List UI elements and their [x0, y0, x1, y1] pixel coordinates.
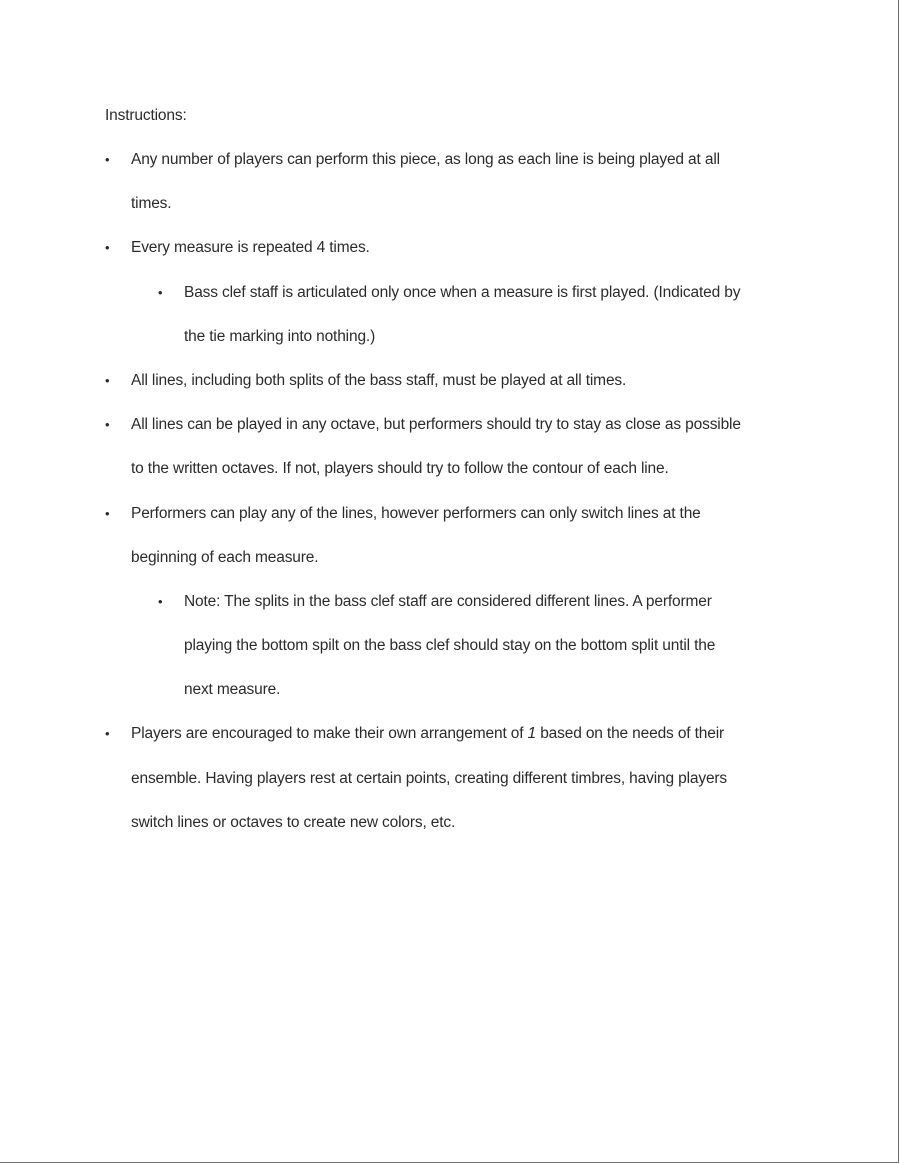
list-item — [105, 403, 795, 491]
bullet-icon: • — [105, 372, 110, 388]
list-item-text: beginning of each measure. — [131, 548, 319, 566]
bullet-icon: • — [105, 505, 110, 521]
list-item-line — [105, 226, 795, 270]
list-item-line — [105, 403, 795, 447]
list-item-text-before: Players are encouraged to make their own arrangement of — [131, 725, 528, 743]
list-item-line — [105, 315, 795, 359]
bullet-icon: • — [105, 152, 110, 167]
list-item-text: playing the bottom spilt on the bass clef should stay on the bottom split until the — [184, 637, 716, 655]
list-item-text: Bass clef staff is articulated only once when a measure is first played. (Indicated by — [184, 283, 741, 301]
piece-title: 1 — [527, 725, 537, 743]
list-item-text: Every measure is repeated 4 times. — [131, 239, 370, 257]
list-item-line — [105, 536, 795, 580]
bullet-icon: • — [158, 593, 163, 609]
list-item-line — [105, 271, 795, 315]
list-item-line — [105, 757, 795, 801]
list-item-line — [105, 182, 795, 226]
list-item-text-after: based on the needs of their — [536, 725, 724, 743]
list-item — [105, 492, 795, 580]
list-item-line — [105, 580, 795, 624]
list-item-text: All lines can be played in any octave, but performers should try to stay as close as possible — [131, 416, 741, 434]
list-item-line — [105, 447, 795, 491]
list-item-text: Note: The splits in the bass clef staff are considered different lines. A performer — [184, 592, 712, 610]
sub-list-item — [105, 271, 795, 359]
list-item-text: the tie marking into nothing.) — [184, 327, 376, 345]
bullet-icon: • — [158, 284, 163, 300]
list-item-line — [105, 138, 795, 182]
bullet-icon: • — [105, 726, 110, 742]
list-item-text: Any number of players can perform this piece, as long as each line is being played at all — [131, 151, 720, 168]
list-item — [105, 138, 795, 226]
list-item — [105, 359, 795, 403]
sub-list-item — [105, 580, 795, 713]
list-item-line — [105, 668, 795, 712]
list-item-line — [105, 801, 795, 845]
list-item-text: ensemble. Having players rest at certain points, creating different timbres, having players — [131, 769, 728, 787]
list-item-text: switch lines or octaves to create new colors, etc. — [131, 813, 456, 831]
list-item-text: times. — [131, 195, 172, 213]
list-item-text: to the written octaves. If not, players should try to follow the contour of each line. — [131, 460, 669, 478]
list-item-line — [105, 359, 795, 403]
list-item-text: All lines, including both splits of the bass staff, must be played at all times. — [131, 371, 627, 389]
bullet-icon: • — [105, 417, 110, 433]
list-item-line — [105, 624, 795, 668]
bullet-icon: • — [105, 240, 110, 256]
instructions-content — [105, 94, 795, 845]
list-item-line — [105, 712, 795, 756]
list-item-text: Performers can play any of the lines, however performers can only switch lines at the — [131, 504, 701, 522]
list-item-text: next measure. — [184, 681, 281, 699]
list-item-line — [105, 492, 795, 536]
instructions-heading: Instructions: — [105, 107, 187, 124]
list-item — [105, 226, 795, 270]
list-item — [105, 712, 795, 845]
